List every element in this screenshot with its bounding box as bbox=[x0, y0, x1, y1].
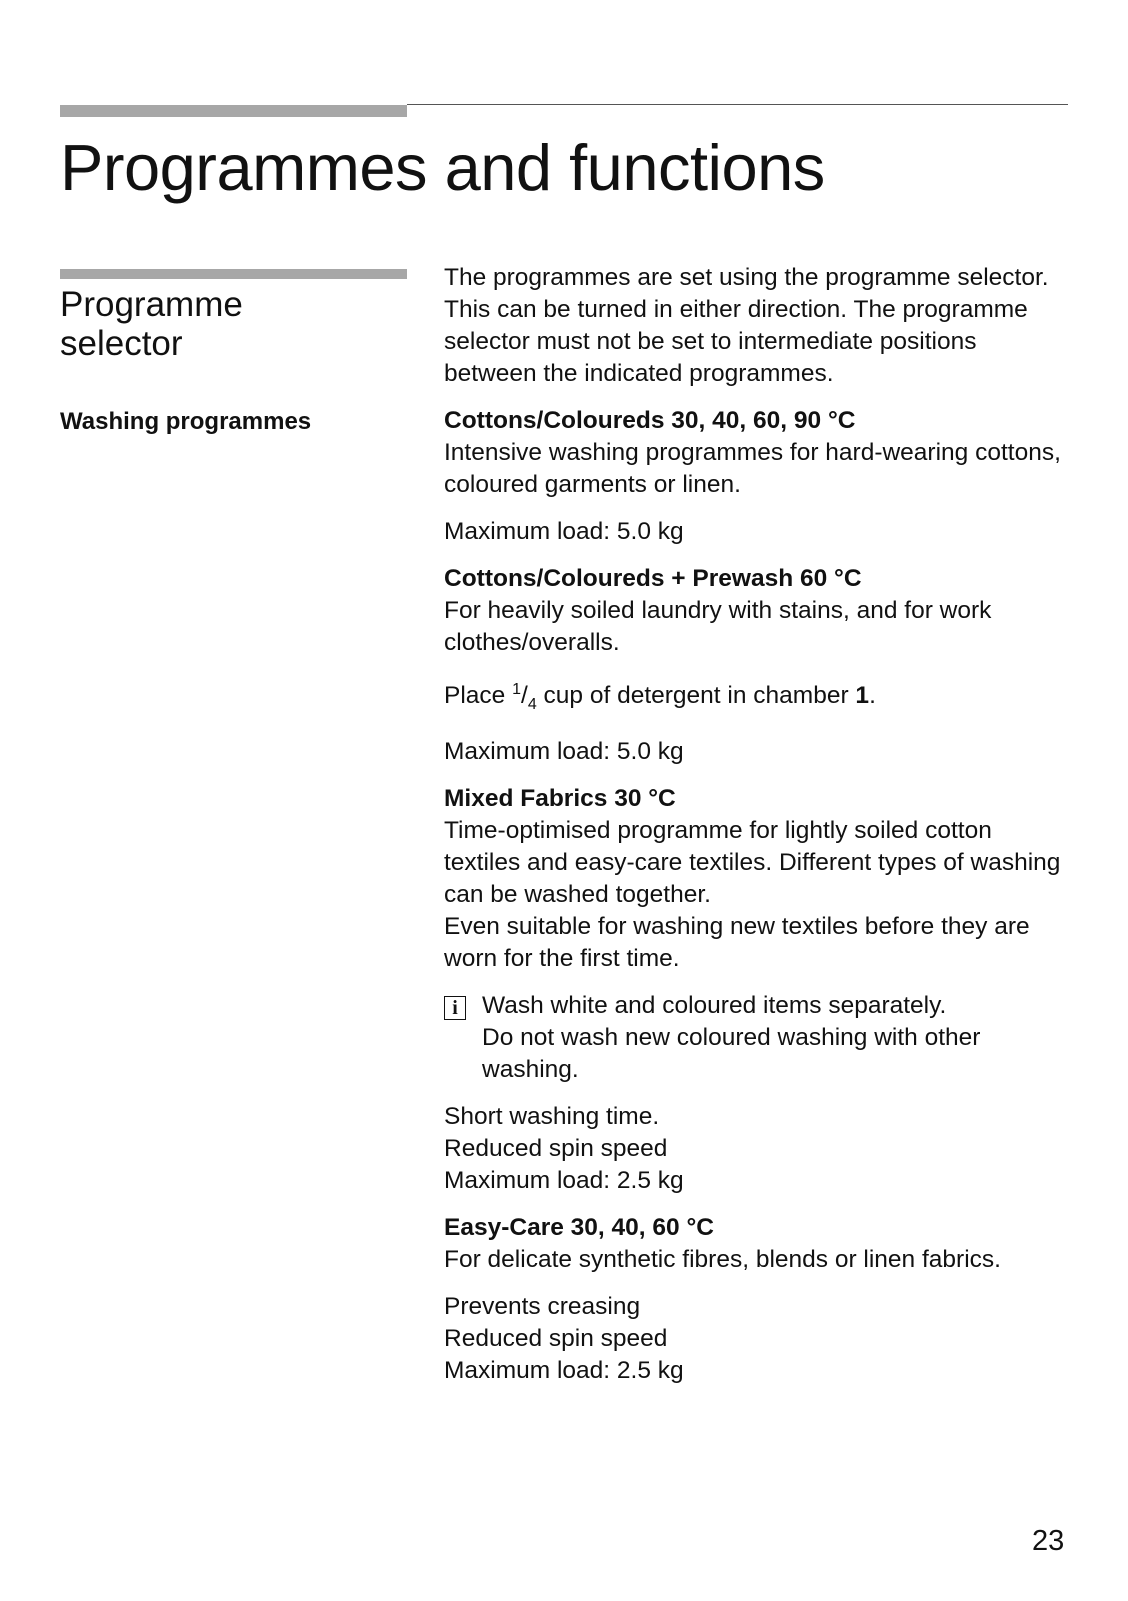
side-label-washing-programmes: Washing programmes bbox=[60, 408, 312, 435]
info-spin-speed: Reduced spin speed bbox=[444, 1325, 668, 1353]
detergent-instruction bbox=[444, 674, 1074, 721]
max-load: Maximum load: 2.5 kg bbox=[444, 1167, 684, 1195]
section-heading bbox=[60, 285, 390, 363]
detergent-text-end: . bbox=[869, 682, 876, 710]
info-short-time: Short washing time. bbox=[444, 1103, 660, 1131]
programme-description: For delicate synthetic fibres, blends or linen fabrics. bbox=[444, 1246, 1001, 1274]
programme-mixed-fabrics bbox=[444, 783, 1074, 911]
main-content bbox=[444, 262, 1074, 1402]
info-creasing: Prevents creasing bbox=[444, 1293, 641, 1321]
section-rule bbox=[60, 269, 407, 279]
max-load: Maximum load: 2.5 kg bbox=[444, 1357, 684, 1385]
programme-cottons bbox=[444, 405, 1074, 501]
note-line-2: Do not wash new coloured washing with other washing. bbox=[482, 1024, 981, 1084]
section-heading-line1: Programme bbox=[60, 285, 243, 324]
programme-title: Cottons/Coloureds 30, 40, 60, 90 °C bbox=[444, 407, 856, 434]
section-heading-line2: selector bbox=[60, 324, 183, 363]
programme-info bbox=[444, 1291, 1074, 1387]
fraction-slash: / bbox=[521, 682, 528, 710]
info-icon: i bbox=[444, 996, 466, 1020]
max-load: Maximum load: 5.0 kg bbox=[444, 518, 684, 545]
info-note-text bbox=[482, 990, 1074, 1086]
note-line-1: Wash white and coloured items separately. bbox=[482, 992, 947, 1020]
chamber-number: 1 bbox=[855, 682, 870, 710]
page-title: Programmes and functions bbox=[60, 131, 825, 204]
programme-description: Intensive washing programmes for hard-wearing cottons, coloured garments or linen. bbox=[444, 439, 1061, 498]
programme-description: Time-optimised programme for lightly soiled cotton textiles and easy-care textiles. Different types of washing can be washed together. bbox=[444, 817, 1061, 909]
max-load: Maximum load: 5.0 kg bbox=[444, 738, 684, 766]
programme-info bbox=[444, 1101, 1074, 1197]
info-note bbox=[444, 990, 1074, 1086]
header-rule-thick bbox=[60, 105, 407, 117]
programme-cottons-prewash bbox=[444, 563, 1074, 659]
fraction-denominator: 4 bbox=[527, 696, 537, 714]
info-spin-speed: Reduced spin speed bbox=[444, 1135, 668, 1163]
programme-description: For heavily soiled laundry with stains, and for work clothes/overalls. bbox=[444, 597, 992, 656]
programme-description-2: Even suitable for washing new textiles before they are worn for the first time. bbox=[444, 913, 1030, 973]
page-number: 23 bbox=[1032, 1525, 1065, 1557]
fraction-numerator: 1 bbox=[512, 681, 521, 698]
programme-title: Cottons/Coloureds + Prewash 60 °C bbox=[444, 565, 862, 592]
header-rule-thin bbox=[407, 104, 1068, 105]
detergent-text-start: Place bbox=[444, 682, 513, 710]
programme-title: Mixed Fabrics 30 °C bbox=[444, 785, 676, 813]
programme-easy-care bbox=[444, 1212, 1074, 1276]
intro-paragraph: The programmes are set using the programme selector. This can be turned in either direction. The programme selector must not be set to intermediate positions between the indicated programmes. bbox=[444, 264, 1049, 387]
programme-title: Easy-Care 30, 40, 60 °C bbox=[444, 1214, 714, 1242]
detergent-text-middle: cup of detergent in chamber bbox=[536, 682, 856, 710]
